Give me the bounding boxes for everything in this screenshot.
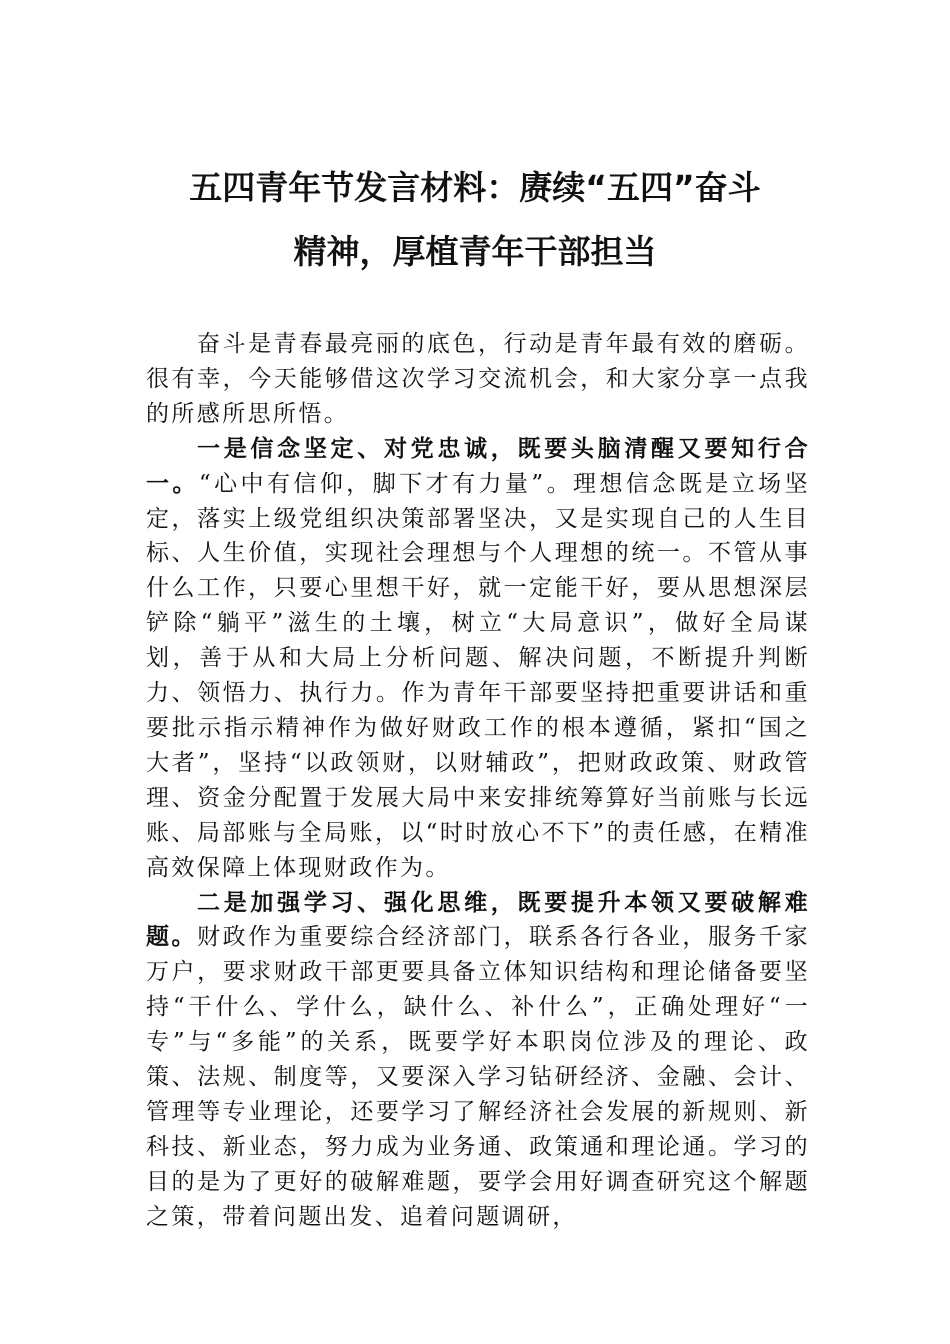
section-2-paragraph xyxy=(146,886,810,1235)
section-1-text: “心中有信仰，脚下才有力量”。理想信念既是立场坚定，落实上级党组织决策部署坚决，又是实现自己的人生目标、人生价值，实现社会理想与个人理想的统一。不管从事什么工作，只要心里想干好，就一定能干好，要从思想深层铲除“躺平”滋生的土壤，树立“大局意识”，做好全局谋划，善于从和大局上分析问题、解决问题，不断提升判断力、领悟力、执行力。作为青年干部要坚持把重要讲话和重要批示指示精神作为做好财政工作的根本遵循，紧扣“国之大者”，坚持“以政领财，以财辅政”，把财政政策、财政管理、资金分配置于发展大局中来安排统筹算好当前账与长远账、局部账与全局账，以“时时放心不下”的责任感，在精准高效保障上体现财政作为。 xyxy=(146,470,810,881)
document-title xyxy=(120,156,830,284)
title-line-2: 精神，厚植青年干部担当 xyxy=(293,232,657,271)
section-2-lead: 二是加强学习、强化思维，既要提升本领又要破解难题。 xyxy=(146,889,810,951)
title-line-1: 五四青年节发言材料：赓续“五四”奋斗 xyxy=(189,168,761,207)
section-1-lead: 一是信念坚定、对党忠诚，既要头脑清醒又要知行合一。 xyxy=(146,435,810,497)
intro-paragraph: 奋斗是青春最亮丽的底色，行动是青年最有效的磨砺。很有幸，今天能够借这次学习交流机会，和大家分享一点我的所感所思所悟。 xyxy=(146,331,810,427)
section-1-paragraph xyxy=(146,432,810,886)
section-2-text: 财政作为重要综合经济部门，联系各行各业，服务千家万户，要求财政干部更要具备立体知识结构和理论储备要坚持“干什么、学什么，缺什么、补什么”，正确处理好“一专”与“多能”的关系，既要学好本职岗位涉及的理论、政策、法规、制度等，又要深入学习钻研经济、金融、会计、管理等专业理论，还要学习了解经济社会发展的新规则、新科技、新业态，努力成为业务通、政策通和理论通。学习的目的是为了更好的破解难题，要学会用好调查研究这个解题之策，带着问题出发、追着问题调研， xyxy=(146,924,810,1230)
document-body xyxy=(146,327,810,1235)
